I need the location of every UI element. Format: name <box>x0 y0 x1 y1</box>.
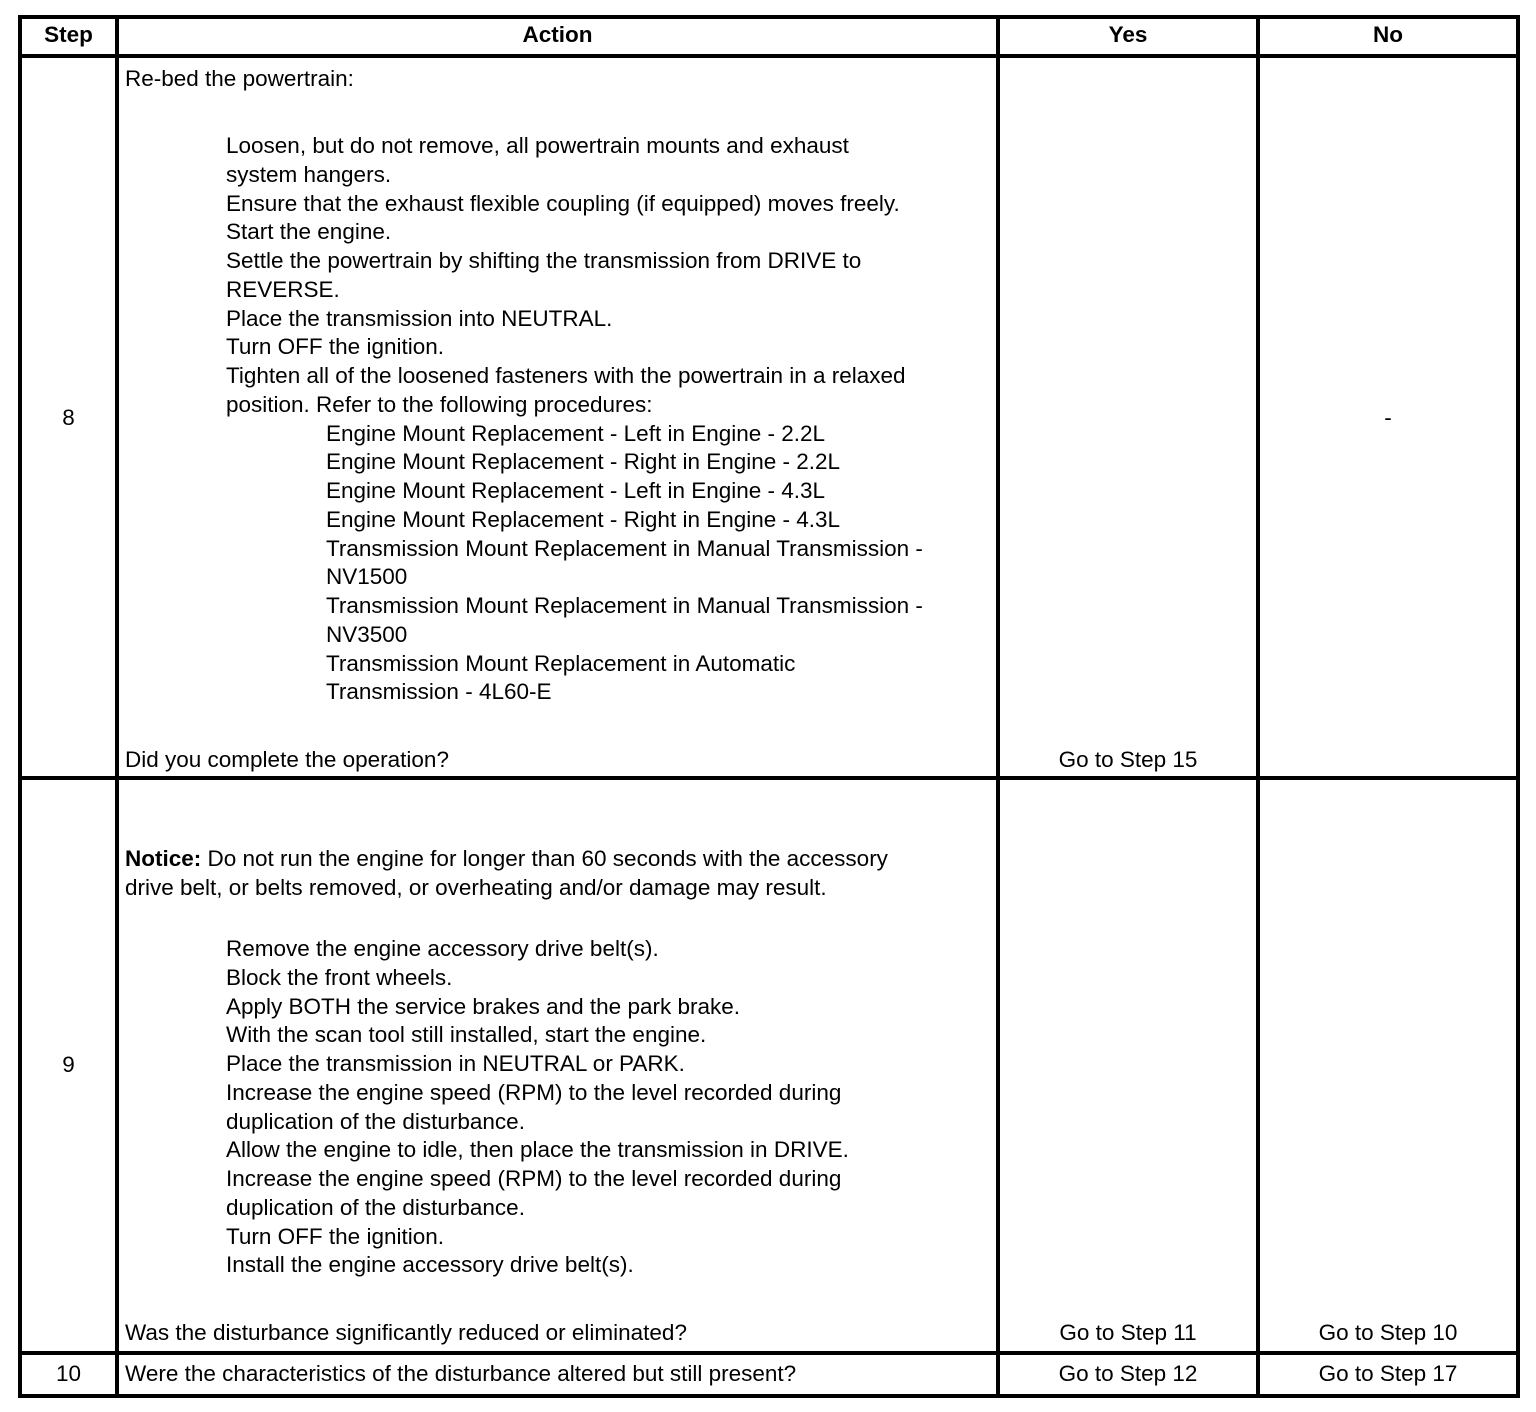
procedure-link[interactable]: Engine Mount Replacement - Left in Engine - 4.3L <box>326 478 826 503</box>
action-line: Turn OFF the ignition. <box>226 334 445 359</box>
procedure-link[interactable]: Engine Mount Replacement - Right in Engine - 2.2L <box>326 449 841 474</box>
action-line: position. Refer to the following procedures: <box>226 392 653 417</box>
action-line: Turn OFF the ignition. <box>226 1224 445 1249</box>
action-line: duplication of the disturbance. <box>226 1109 525 1134</box>
action-line: Allow the engine to idle, then place the transmission in DRIVE. <box>226 1137 849 1162</box>
notice-line-2: drive belt, or belts removed, or overheating and/or damage may result. <box>125 875 827 900</box>
action-question: Did you complete the operation? <box>125 747 449 772</box>
row-divider-9-10 <box>18 1351 1520 1355</box>
procedure-link[interactable]: Transmission Mount Replacement in Manual Transmission - <box>326 593 923 618</box>
column-divider-yes-no <box>1256 15 1260 1398</box>
action-line: duplication of the disturbance. <box>226 1195 525 1220</box>
action-question: Was the disturbance significantly reduced or eliminated? <box>125 1320 687 1345</box>
action-line: Increase the engine speed (RPM) to the level recorded during <box>226 1080 842 1105</box>
action-line: system hangers. <box>226 162 392 187</box>
procedure-link[interactable]: Engine Mount Replacement - Left in Engine - 2.2L <box>326 421 826 446</box>
procedure-link[interactable]: Engine Mount Replacement - Right in Engine - 4.3L <box>326 507 841 532</box>
diagnostic-table <box>18 15 1520 1398</box>
table-border-top <box>18 15 1520 19</box>
action-line: Remove the engine accessory drive belt(s). <box>226 936 659 961</box>
yes-result-link[interactable]: Go to Step 12 <box>1058 1361 1198 1386</box>
no-result: - <box>1384 405 1392 430</box>
action-line: Start the engine. <box>226 219 392 244</box>
header-no: No <box>1373 22 1403 47</box>
yes-result-link[interactable]: Go to Step 11 <box>1059 1320 1197 1345</box>
step-number: 9 <box>62 1052 75 1077</box>
action-line: Tighten all of the loosened fasteners with the powertrain in a relaxed <box>226 363 906 388</box>
action-line: Increase the engine speed (RPM) to the level recorded during <box>226 1166 842 1191</box>
procedure-link[interactable]: Transmission Mount Replacement in Automatic <box>326 651 796 676</box>
no-result-link[interactable]: Go to Step 10 <box>1318 1320 1458 1345</box>
header-divider <box>18 54 1520 58</box>
no-result-link[interactable]: Go to Step 17 <box>1318 1361 1458 1386</box>
step-number: 10 <box>55 1361 82 1386</box>
action-line: Place the transmission in NEUTRAL or PARK. <box>226 1051 685 1076</box>
action-intro: Re-bed the powertrain: <box>125 66 354 91</box>
action-line: Ensure that the exhaust flexible coupling (if equipped) moves freely. <box>226 191 900 216</box>
action-line: Loosen, but do not remove, all powertrain mounts and exhaust <box>226 133 849 158</box>
notice-line-1: Do not run the engine for longer than 60 seconds with the accessory <box>201 846 888 871</box>
notice-text <box>125 845 888 874</box>
action-line: REVERSE. <box>226 277 340 302</box>
procedure-link[interactable]: NV3500 <box>326 622 408 647</box>
procedure-link[interactable]: Transmission Mount Replacement in Manual Transmission - <box>326 536 923 561</box>
action-question: Were the characteristics of the disturbance altered but still present? <box>125 1361 797 1386</box>
action-line: Settle the powertrain by shifting the transmission from DRIVE to <box>226 248 862 273</box>
action-line: With the scan tool still installed, start the engine. <box>226 1022 707 1047</box>
step-number: 8 <box>62 405 75 430</box>
notice-label: Notice: <box>125 846 202 871</box>
action-line: Install the engine accessory drive belt(s). <box>226 1252 634 1277</box>
header-action: Action <box>522 22 593 47</box>
procedure-link[interactable]: NV1500 <box>326 564 408 589</box>
procedure-link[interactable]: Transmission - 4L60-E <box>326 679 552 704</box>
action-line: Block the front wheels. <box>226 965 453 990</box>
column-divider-step-action <box>115 15 119 1398</box>
row-divider-8-9 <box>18 776 1520 780</box>
header-step: Step <box>44 22 93 47</box>
action-line: Apply BOTH the service brakes and the park brake. <box>226 994 740 1019</box>
table-border-left <box>18 15 22 1398</box>
yes-result-link[interactable]: Go to Step 15 <box>1058 747 1198 772</box>
action-line: Place the transmission into NEUTRAL. <box>226 306 613 331</box>
table-border-right <box>1516 15 1520 1398</box>
table-border-bottom <box>18 1394 1520 1398</box>
header-yes: Yes <box>1108 22 1148 47</box>
column-divider-action-yes <box>996 15 1000 1398</box>
